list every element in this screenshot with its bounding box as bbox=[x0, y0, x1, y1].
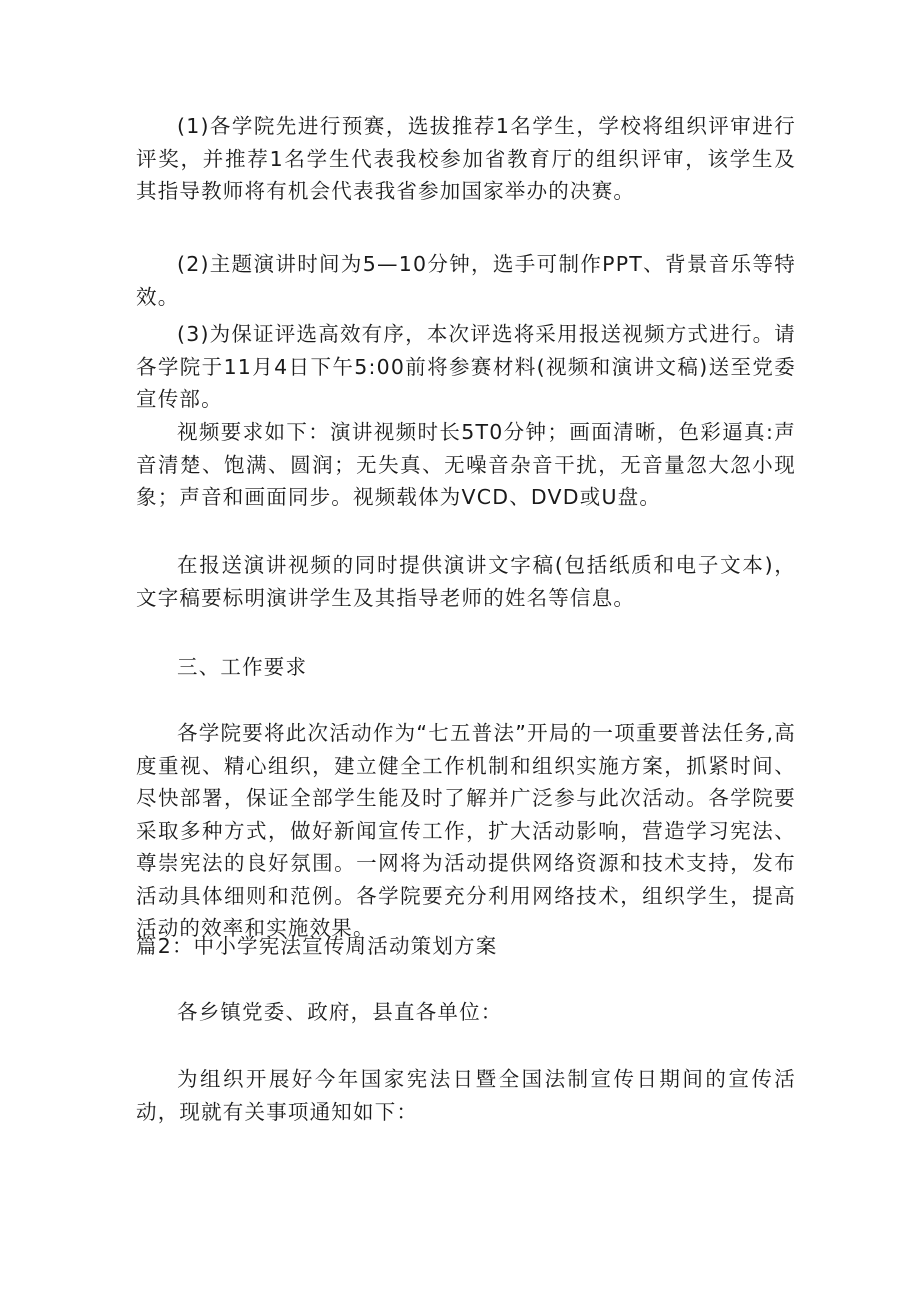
section-heading-work-requirements: 三、工作要求 bbox=[177, 655, 308, 679]
paragraph-work-requirements: 各学院要将此次活动作为“七五普法”开局的一项重要普法任务,高度重视、精心组织，建立健全工作机制和组织实施方案，抓紧时间、尽快部署，保证全部学生能及时了解并广泛参与此次活动。各学院要采取多种方式，做好新闻宣传工作，扩大活动影响，营造学习宪法、尊崇宪法的良好氛围。一网将为活动提供网络资源和技术支持，发布活动具体细则和范例。各学院要充分利用网络技术，组织学生，提高活动的效率和实施效果。 bbox=[136, 721, 796, 940]
paragraph-preliminary-round: (1)各学院先进行预赛，选拔推荐1名学生，学校将组织评审进行评奖，并推荐1名学生代表我校参加省教育厅的组织评审，该学生及其指导教师将有机会代表我省参加国家举办的决赛。 bbox=[136, 114, 796, 203]
paragraph-notice-intro: 为组织开展好今年国家宪法日暨全国法制宣传日期间的宣传活动，现就有关事项通知如下： bbox=[136, 1067, 796, 1124]
article-title: 篇2：中小学宪法宣传周活动策划方案 bbox=[136, 934, 498, 958]
paragraph-speech-manuscript: 在报送演讲视频的同时提供演讲文字稿(包括纸质和电子文本)，文字稿要标明演讲学生及其指导老师的姓名等信息。 bbox=[136, 553, 796, 610]
salutation: 各乡镇党委、政府，县直各单位： bbox=[177, 1000, 503, 1024]
paragraph-video-submission: (3)为保证评选高效有序，本次评选将采用报送视频方式进行。请各学院于11月4日下午5:00前将参赛材料(视频和演讲文稿)送至党委宣传部。 bbox=[136, 322, 796, 411]
paragraph-speech-duration: (2)主题演讲时间为5—10分钟，选手可制作PPT、背景音乐等特效。 bbox=[136, 252, 796, 309]
paragraph-video-requirements: 视频要求如下：演讲视频时长5T0分钟；画面清晰，色彩逼真:声音清楚、饱满、圆润；无失真、无噪音杂音干扰，无音量忽大忽小现象；声音和画面同步。视频载体为VCD、DVD或U盘。 bbox=[136, 420, 796, 509]
